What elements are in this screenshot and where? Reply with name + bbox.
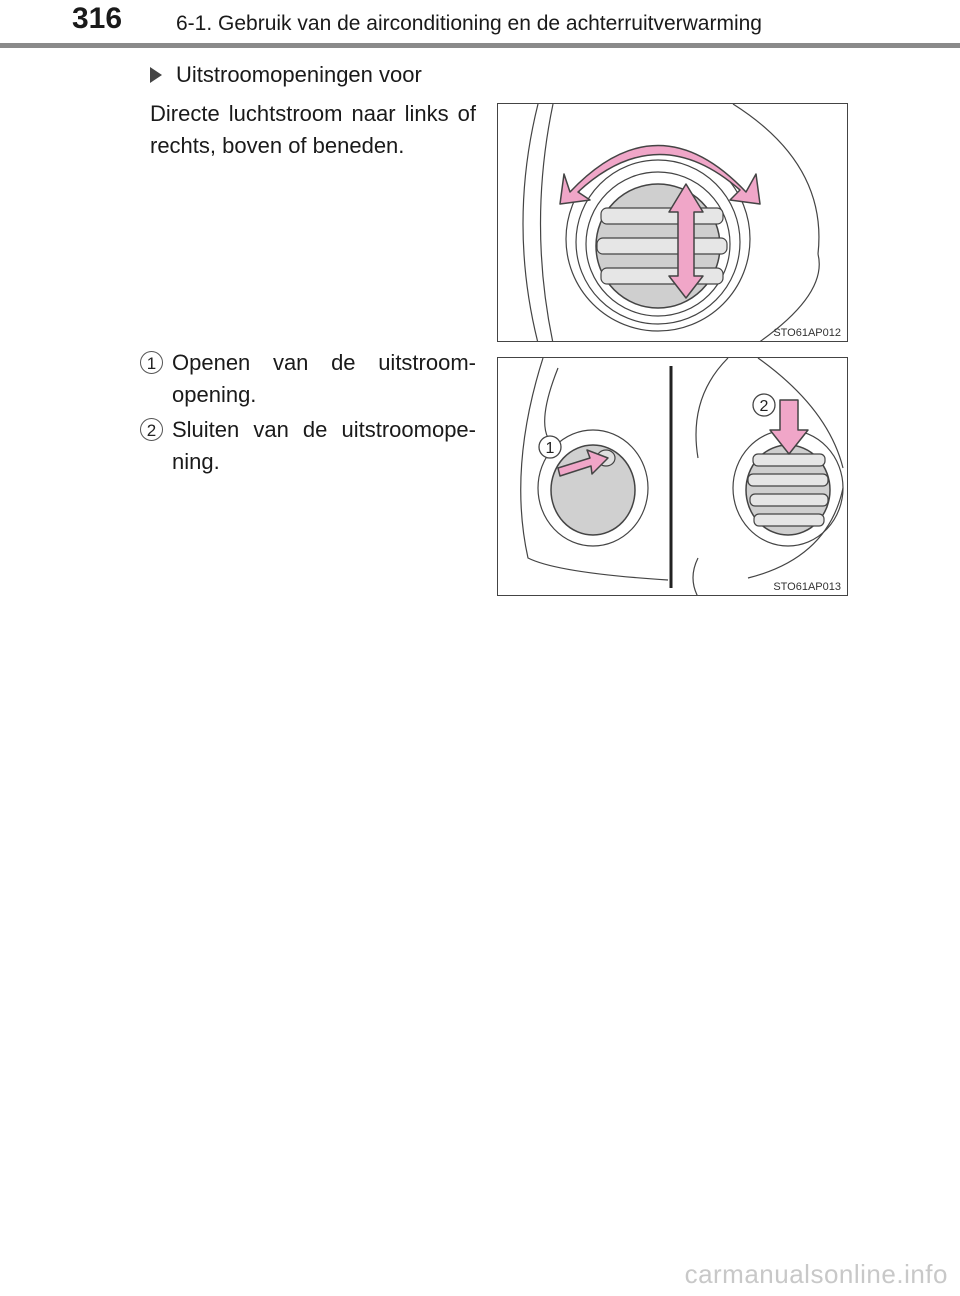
figure-vent-direction (497, 103, 848, 342)
watermark: carmanualsonline.info (684, 1259, 948, 1289)
section-subheading (150, 62, 422, 88)
step-2 (140, 414, 476, 478)
header-title: 6-1. Gebruik van de airconditioning en de achterruitverwarming (176, 12, 762, 35)
callout-2: 2 (759, 398, 769, 415)
header-rule (0, 43, 960, 48)
figure-code: STO61AP013 (773, 581, 841, 593)
step-badge: 2 (140, 418, 163, 441)
figure-vent-open-close (497, 357, 848, 596)
step-text: Openen van de uitstroom-opening. (172, 350, 476, 407)
step-badge: 1 (140, 351, 163, 374)
step-1 (140, 347, 476, 411)
section-paragraph: Directe luchtstroom naar links of rechts, boven of beneden. (150, 101, 476, 158)
vent-direction-illustration (498, 104, 848, 342)
triangle-bullet-icon (150, 67, 162, 83)
subheading-text: Uitstroomopeningen voor (176, 62, 422, 87)
page-number: 316 (72, 2, 123, 35)
callout-1: 1 (545, 440, 555, 457)
figure-code: STO61AP012 (773, 327, 841, 339)
vent-open-close-illustration (498, 358, 848, 596)
step-text: Sluiten van de uitstroomope-ning. (172, 417, 476, 474)
